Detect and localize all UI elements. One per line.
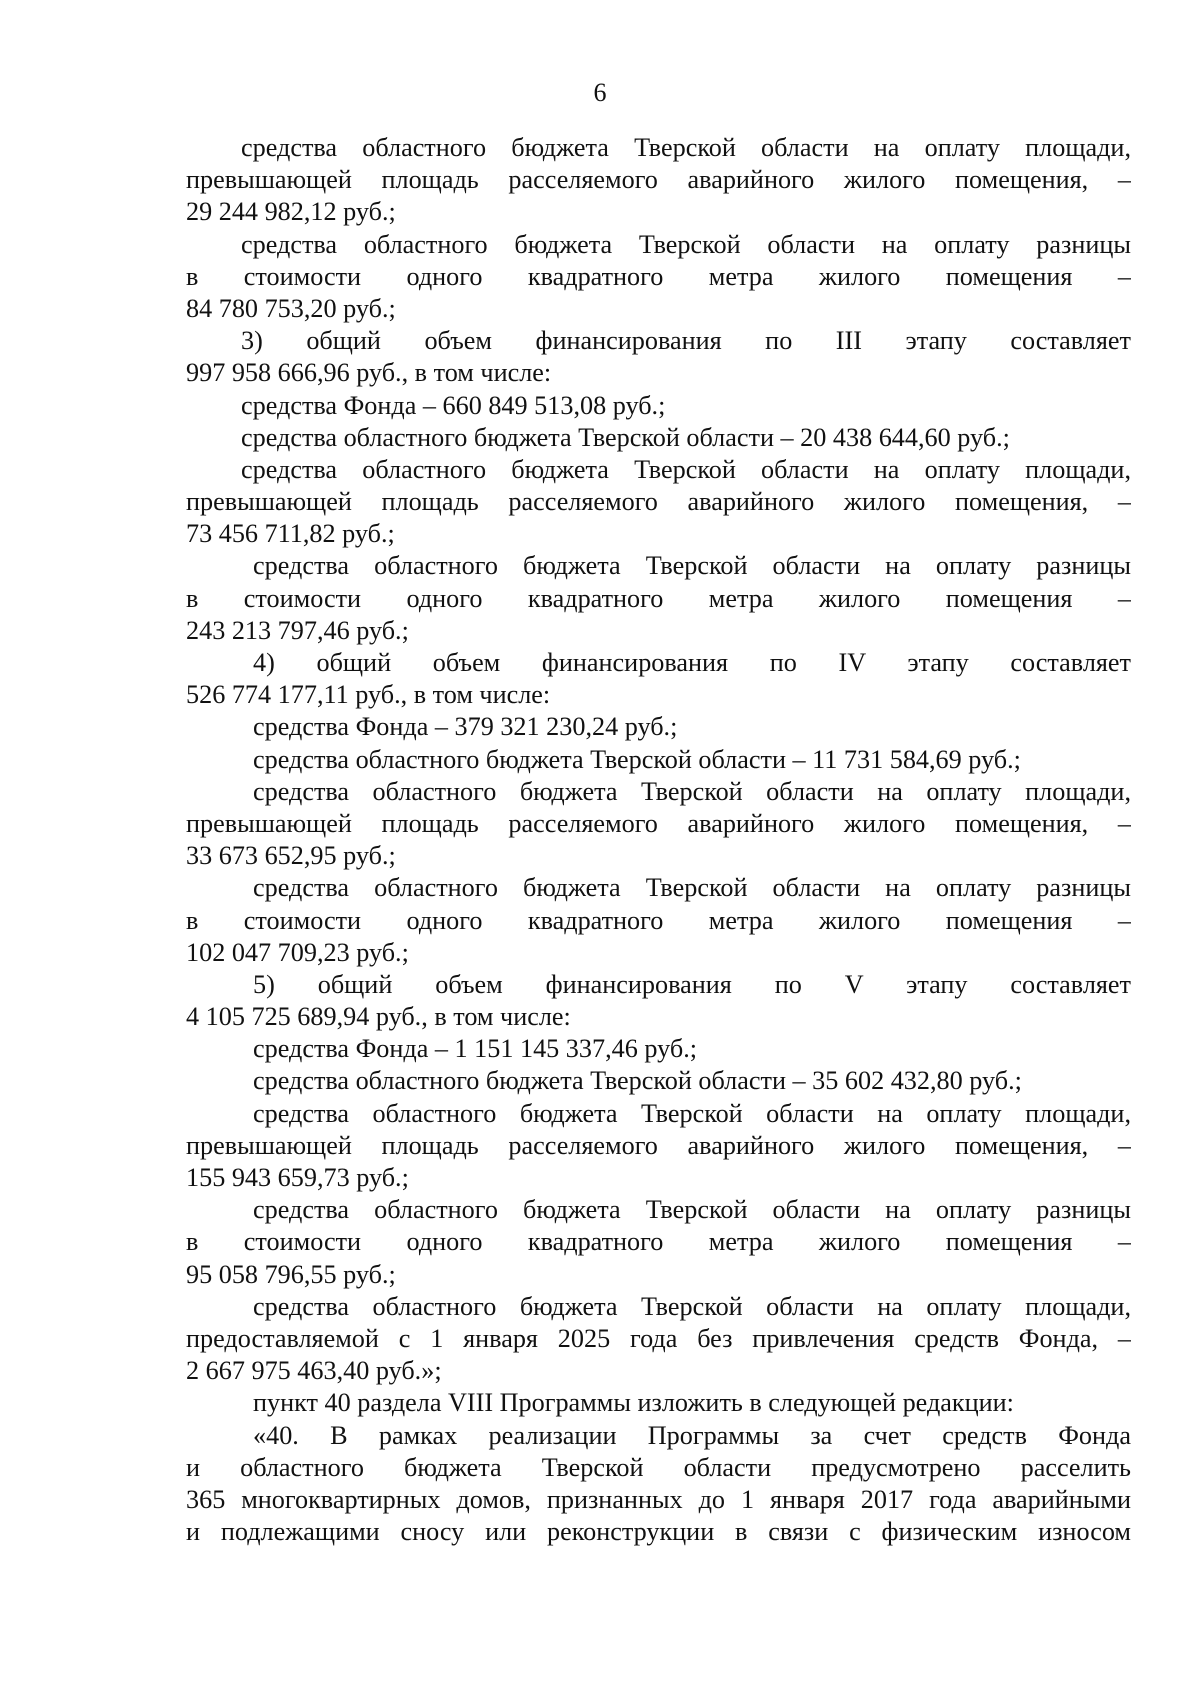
text-line: 33 673 652,95 руб.; (186, 841, 396, 871)
text-line: в стоимости одного квадратного метра жилого помещения – (186, 905, 1131, 935)
text-line: средства областного бюджета Тверской области на оплату площади, (241, 454, 1131, 484)
text-line: 95 058 796,55 руб.; (186, 1259, 396, 1289)
text-line: средства областного бюджета Тверской области на оплату площади, (253, 776, 1131, 806)
text-line: 3) общий объем финансирования по III этапу составляет (241, 326, 1131, 356)
text-line: пункт 40 раздела VIII Программы изложить в следующей редакции: (253, 1388, 1014, 1418)
text-line: 73 456 711,82 руб.; (186, 519, 395, 549)
page-number: 6 (593, 78, 607, 107)
text-line: средства Фонда – 379 321 230,24 руб.; (253, 712, 678, 742)
text-line: предоставляемой с 1 января 2025 года без привлечения средств Фонда, – (186, 1323, 1131, 1353)
text-line: 29 244 982,12 руб.; (186, 197, 396, 227)
text-line: средства областного бюджета Тверской области на оплату разницы (253, 1195, 1131, 1225)
text-line: в стоимости одного квадратного метра жилого помещения – (186, 261, 1131, 291)
text-line: средства областного бюджета Тверской области на оплату разницы (253, 551, 1131, 581)
text-line: превышающей площадь расселяемого аварийного жилого помещения, – (186, 165, 1131, 195)
text-line: средства областного бюджета Тверской области – 11 731 584,69 руб.; (253, 744, 1021, 774)
text-line: средства областного бюджета Тверской области на оплату разницы (253, 873, 1131, 903)
text-line: в стоимости одного квадратного метра жилого помещения – (186, 583, 1131, 613)
text-line: превышающей площадь расселяемого аварийного жилого помещения, – (186, 487, 1131, 517)
text-line: средства областного бюджета Тверской области – 35 602 432,80 руб.; (253, 1066, 1022, 1096)
text-line: средства областного бюджета Тверской области – 20 438 644,60 руб.; (241, 422, 1010, 452)
document-body (186, 132, 1131, 1548)
text-line: 84 780 753,20 руб.; (186, 293, 396, 323)
text-line: превышающей площадь расселяемого аварийного жилого помещения, – (186, 808, 1131, 838)
text-line: средства областного бюджета Тверской области на оплату разницы (241, 229, 1131, 259)
text-line: 2 667 975 463,40 руб.»; (186, 1356, 442, 1386)
text-line: средства областного бюджета Тверской области на оплату площади, (253, 1098, 1131, 1128)
text-line: 102 047 709,23 руб.; (186, 937, 409, 967)
text-line: и областного бюджета Тверской области предусмотрено расселить (186, 1452, 1131, 1482)
text-line: 5) общий объем финансирования по V этапу составляет (253, 969, 1131, 999)
text-line: «40. В рамках реализации Программы за счет средств Фонда (253, 1420, 1131, 1450)
text-line: средства областного бюджета Тверской области на оплату площади, (253, 1291, 1131, 1321)
text-line: 155 943 659,73 руб.; (186, 1163, 409, 1192)
text-line: 4) общий объем финансирования по IV этапу составляет (253, 648, 1131, 677)
text-line: 243 213 797,46 руб.; (186, 615, 409, 645)
text-line: 365 многоквартирных домов, признанных до 1 января 2017 года аварийными (186, 1484, 1131, 1514)
text-line: 4 105 725 689,94 руб., в том числе: (186, 1002, 571, 1032)
text-line: средства Фонда – 660 849 513,08 руб.; (241, 390, 666, 420)
text-line: 997 958 666,96 руб., в том числе: (186, 358, 552, 388)
text-line: и подлежащими сносу или реконструкции в связи с физическим износом (186, 1517, 1131, 1547)
text-line: 526 774 177,11 руб., в том числе: (186, 680, 551, 710)
text-line: средства областного бюджета Тверской области на оплату площади, (241, 133, 1131, 162)
text-line: средства Фонда – 1 151 145 337,46 руб.; (253, 1034, 698, 1064)
text-line: в стоимости одного квадратного метра жилого помещения – (186, 1227, 1131, 1257)
text-line: превышающей площадь расселяемого аварийного жилого помещения, – (186, 1130, 1131, 1160)
